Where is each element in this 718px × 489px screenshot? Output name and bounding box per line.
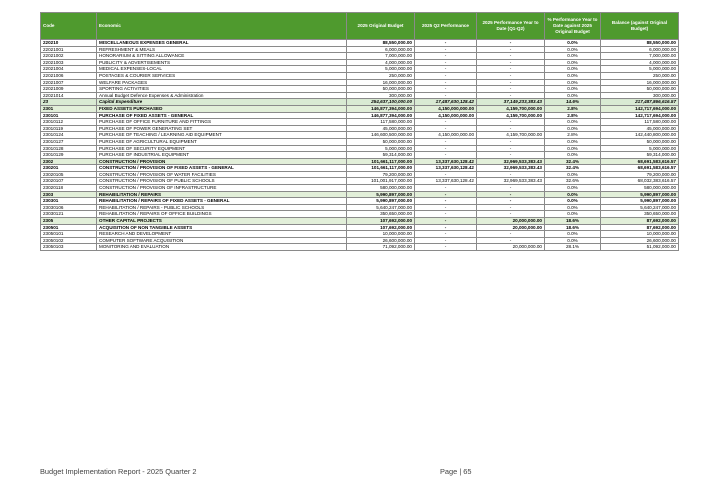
cell-performance-ytd: -: [477, 119, 545, 126]
cell-percent: 0.0%: [545, 59, 601, 66]
cell-percent: 18.6%: [545, 224, 601, 231]
table-row: [41, 99, 679, 106]
cell-performance-ytd: 4,159,700,000.00: [477, 112, 545, 119]
cell-original-budget: 50,000,000.00: [347, 138, 415, 145]
cell-q2-performance: -: [415, 152, 477, 159]
cell-balance: 16,000,000.00: [601, 79, 679, 86]
table-row: [41, 178, 679, 185]
cell-percent: 0.0%: [545, 125, 601, 132]
table-header-row: [41, 13, 679, 40]
cell-percent: 0.0%: [545, 185, 601, 192]
cell-q2-performance: -: [415, 46, 477, 53]
table-row: [41, 92, 679, 99]
cell-balance: 5,640,247,000.00: [601, 204, 679, 211]
cell-balance: 7,000,000.00: [601, 53, 679, 60]
cell-economic: OTHER CAPITAL PROJECTS: [97, 218, 347, 225]
cell-code: 22021014: [41, 92, 97, 99]
cell-percent: 0.0%: [545, 191, 601, 198]
cell-code: 23010124: [41, 132, 97, 139]
cell-balance: 5,990,897,000.00: [601, 198, 679, 205]
cell-original-budget: 5,000,000.00: [347, 145, 415, 152]
cell-q2-performance: -: [415, 185, 477, 192]
cell-performance-ytd: 20,000,000.00: [477, 244, 545, 251]
cell-economic: CONSTRUCTION / PROVISION OF PUBLIC SCHOOLS: [97, 178, 347, 185]
table-row: [41, 244, 679, 251]
cell-code: 22021002: [41, 53, 97, 60]
cell-q2-performance: -: [415, 92, 477, 99]
table-row: [41, 198, 679, 205]
cell-q2-performance: -: [415, 138, 477, 145]
cell-q2-performance: -: [415, 125, 477, 132]
table-body: [41, 40, 679, 251]
cell-performance-ytd: -: [477, 59, 545, 66]
cell-q2-performance: -: [415, 119, 477, 126]
cell-economic: CONSTRUCTION / PROVISION: [97, 158, 347, 165]
cell-percent: 0.0%: [545, 92, 601, 99]
cell-economic: CONSTRUCTION / PROVISION OF WATER FACILITIES: [97, 171, 347, 178]
cell-percent: 0.0%: [545, 204, 601, 211]
cell-original-budget: 88,550,000.00: [347, 40, 415, 47]
table-row: [41, 66, 679, 73]
cell-performance-ytd: -: [477, 72, 545, 79]
table-row: [41, 72, 679, 79]
cell-percent: 0.0%: [545, 79, 601, 86]
cell-economic: CONSTRUCTION / PROVISION OF FIXED ASSETS - GENERAL: [97, 165, 347, 172]
cell-q2-performance: -: [415, 191, 477, 198]
budget-table: [40, 12, 679, 251]
cell-original-budget: 6,000,000.00: [347, 46, 415, 53]
cell-q2-performance: 13,337,630,128.42: [415, 165, 477, 172]
cell-q2-performance: 4,150,000,000.00: [415, 112, 477, 119]
cell-q2-performance: -: [415, 244, 477, 251]
cell-balance: 87,692,000.00: [601, 224, 679, 231]
cell-original-budget: 71,092,000.00: [347, 244, 415, 251]
cell-code: 22021001: [41, 46, 97, 53]
cell-percent: 0.0%: [545, 66, 601, 73]
cell-q2-performance: 4,150,000,000.00: [415, 105, 477, 112]
cell-balance: 51,092,000.00: [601, 244, 679, 251]
cell-original-budget: 26,600,000.00: [347, 237, 415, 244]
cell-code: 22021004: [41, 66, 97, 73]
cell-percent: 0.0%: [545, 237, 601, 244]
cell-original-budget: 300,000.00: [347, 92, 415, 99]
cell-balance: 142,717,694,000.00: [601, 112, 679, 119]
cell-percent: 0.0%: [545, 171, 601, 178]
cell-balance: 580,000,000.00: [601, 185, 679, 192]
cell-original-budget: 79,200,000.00: [347, 171, 415, 178]
cell-performance-ytd: 32,969,533,383.43: [477, 178, 545, 185]
cell-percent: 0.0%: [545, 119, 601, 126]
cell-economic: PUBLICITY & ADVERTISEMENTS: [97, 59, 347, 66]
cell-economic: PURCHASE OF INDUSTRIAL EQUIPMENT: [97, 152, 347, 159]
table-row: [41, 185, 679, 192]
cell-balance: 50,000,000.00: [601, 86, 679, 93]
cell-economic: PURCHASE OF POWER GENERATING SET: [97, 125, 347, 132]
cell-economic: WELFARE PACKAGES: [97, 79, 347, 86]
table-row: [41, 158, 679, 165]
table-row: [41, 112, 679, 119]
cell-code: 2303: [41, 191, 97, 198]
cell-code: 22021009: [41, 86, 97, 93]
cell-balance: 5,000,000.00: [601, 145, 679, 152]
cell-original-budget: 5,000,000.00: [347, 66, 415, 73]
table-row: [41, 204, 679, 211]
cell-code: 23030106: [41, 204, 97, 211]
cell-q2-performance: -: [415, 171, 477, 178]
cell-performance-ytd: -: [477, 46, 545, 53]
cell-code: 230301: [41, 198, 97, 205]
cell-percent: 14.6%: [545, 99, 601, 106]
cell-percent: 0.0%: [545, 145, 601, 152]
cell-original-budget: 107,692,000.00: [347, 218, 415, 225]
header-percent-performance: % Performance Year to Date against 2025 Original Budget: [545, 13, 601, 40]
cell-balance: 4,000,000.00: [601, 59, 679, 66]
cell-code: 23010119: [41, 125, 97, 132]
cell-percent: 0.0%: [545, 86, 601, 93]
cell-q2-performance: -: [415, 224, 477, 231]
cell-percent: 32.6%: [545, 178, 601, 185]
footer-page-number: Page | 65: [440, 467, 472, 476]
cell-percent: 32.4%: [545, 165, 601, 172]
cell-q2-performance: -: [415, 72, 477, 79]
cell-balance: 6,000,000.00: [601, 46, 679, 53]
cell-code: 23: [41, 99, 97, 106]
cell-original-budget: 50,000,000.00: [347, 86, 415, 93]
cell-code: 220210: [41, 40, 97, 47]
cell-percent: 2.8%: [545, 105, 601, 112]
cell-economic: MONITORING AND EVALUATION: [97, 244, 347, 251]
cell-q2-performance: -: [415, 231, 477, 238]
cell-performance-ytd: -: [477, 92, 545, 99]
cell-economic: MEDICAL EXPENSES-LOCAL: [97, 66, 347, 73]
cell-economic: HONORARIUM & SITTING ALLOWANCE: [97, 53, 347, 60]
cell-percent: 0.0%: [545, 46, 601, 53]
cell-original-budget: 250,000.00: [347, 72, 415, 79]
table-row: [41, 125, 679, 132]
cell-economic: MISCELLANEOUS EXPENSES GENERAL: [97, 40, 347, 47]
cell-balance: 217,487,866,616.57: [601, 99, 679, 106]
cell-balance: 300,000.00: [601, 92, 679, 99]
cell-balance: 5,990,897,000.00: [601, 191, 679, 198]
cell-code: 2301: [41, 105, 97, 112]
cell-economic: REHABILITATION / REPAIRS OF OFFICE BUILDINGS: [97, 211, 347, 218]
cell-performance-ytd: 4,159,700,000.00: [477, 132, 545, 139]
table-row: [41, 119, 679, 126]
cell-code: 23010127: [41, 138, 97, 145]
cell-q2-performance: -: [415, 198, 477, 205]
cell-code: 23010129: [41, 152, 97, 159]
table-row: [41, 40, 679, 47]
cell-economic: RESEARCH AND DEVELOPMENT: [97, 231, 347, 238]
cell-original-budget: 146,600,500,000.00: [347, 132, 415, 139]
cell-performance-ytd: 20,000,000.00: [477, 224, 545, 231]
table-row: [41, 211, 679, 218]
cell-economic: FIXED ASSETS PURCHASED: [97, 105, 347, 112]
cell-performance-ytd: -: [477, 185, 545, 192]
cell-percent: 0.0%: [545, 40, 601, 47]
cell-performance-ytd: -: [477, 198, 545, 205]
cell-percent: 18.6%: [545, 218, 601, 225]
cell-code: 23020107: [41, 178, 97, 185]
cell-balance: 5,000,000.00: [601, 66, 679, 73]
cell-economic: PURCHASE OF OFFICE FURNITURE AND FITTINGS: [97, 119, 347, 126]
header-economic: Economic: [97, 13, 347, 40]
cell-percent: 0.0%: [545, 72, 601, 79]
cell-economic: Capital Expenditure: [97, 99, 347, 106]
cell-code: 230501: [41, 224, 97, 231]
cell-performance-ytd: -: [477, 171, 545, 178]
cell-q2-performance: -: [415, 53, 477, 60]
cell-original-budget: 580,000,000.00: [347, 185, 415, 192]
cell-performance-ytd: 32,969,533,383.43: [477, 165, 545, 172]
cell-percent: 2.8%: [545, 112, 601, 119]
cell-performance-ytd: -: [477, 204, 545, 211]
cell-q2-performance: -: [415, 66, 477, 73]
cell-original-budget: 7,000,000.00: [347, 53, 415, 60]
cell-q2-performance: -: [415, 79, 477, 86]
cell-economic: PURCHASE OF SECURITY EQUIPMENT: [97, 145, 347, 152]
table-row: [41, 224, 679, 231]
cell-original-budget: 10,000,000.00: [347, 231, 415, 238]
cell-performance-ytd: -: [477, 125, 545, 132]
cell-percent: 0.0%: [545, 152, 601, 159]
cell-economic: POSTAGES & COURIER SERVICES: [97, 72, 347, 79]
cell-q2-performance: 13,337,630,128.42: [415, 158, 477, 165]
footer-report-title: Budget Implementation Report - 2025 Quarter 2: [40, 467, 197, 476]
cell-original-budget: 5,640,247,000.00: [347, 204, 415, 211]
table-row: [41, 53, 679, 60]
cell-original-budget: 59,314,000.00: [347, 152, 415, 159]
cell-performance-ytd: -: [477, 66, 545, 73]
cell-q2-performance: -: [415, 204, 477, 211]
cell-code: 230101: [41, 112, 97, 119]
cell-performance-ytd: -: [477, 152, 545, 159]
cell-original-budget: 16,000,000.00: [347, 79, 415, 86]
cell-performance-ytd: -: [477, 86, 545, 93]
table-row: [41, 105, 679, 112]
cell-economic: PURCHASE OF TEACHING / LEARNING AID EQUIPMENT: [97, 132, 347, 139]
cell-economic: PURCHASE OF FIXED ASSETS - GENERAL: [97, 112, 347, 119]
cell-balance: 45,000,000.00: [601, 125, 679, 132]
cell-economic: SPORTING ACTIVITIES: [97, 86, 347, 93]
cell-performance-ytd: -: [477, 231, 545, 238]
table-row: [41, 231, 679, 238]
cell-balance: 117,580,000.00: [601, 119, 679, 126]
cell-code: 23020105: [41, 171, 97, 178]
cell-balance: 68,691,583,616.57: [601, 158, 679, 165]
cell-performance-ytd: 32,969,533,383.43: [477, 158, 545, 165]
cell-balance: 79,200,000.00: [601, 171, 679, 178]
cell-code: 23050101: [41, 231, 97, 238]
table-row: [41, 152, 679, 159]
cell-percent: 0.0%: [545, 138, 601, 145]
cell-performance-ytd: -: [477, 40, 545, 47]
cell-performance-ytd: 37,149,233,383.43: [477, 99, 545, 106]
cell-original-budget: 350,650,000.00: [347, 211, 415, 218]
cell-q2-performance: -: [415, 218, 477, 225]
cell-performance-ytd: -: [477, 138, 545, 145]
cell-q2-performance: -: [415, 59, 477, 66]
cell-original-budget: 5,990,897,000.00: [347, 191, 415, 198]
cell-performance-ytd: -: [477, 237, 545, 244]
cell-economic: PURCHASE OF AGRICULTURAL EQUIPMENT: [97, 138, 347, 145]
cell-balance: 250,000.00: [601, 72, 679, 79]
cell-q2-performance: -: [415, 145, 477, 152]
table-row: [41, 171, 679, 178]
cell-balance: 26,600,000.00: [601, 237, 679, 244]
cell-economic: REHABILITATION / REPAIRS - PUBLIC SCHOOLS: [97, 204, 347, 211]
cell-balance: 87,692,000.00: [601, 218, 679, 225]
cell-original-budget: 107,692,000.00: [347, 224, 415, 231]
cell-code: 23050102: [41, 237, 97, 244]
table-row: [41, 191, 679, 198]
cell-balance: 59,314,000.00: [601, 152, 679, 159]
cell-balance: 142,440,800,000.00: [601, 132, 679, 139]
table-row: [41, 138, 679, 145]
cell-q2-performance: -: [415, 237, 477, 244]
cell-percent: 28.1%: [545, 244, 601, 251]
cell-original-budget: 4,000,000.00: [347, 59, 415, 66]
cell-code: 2302: [41, 158, 97, 165]
cell-performance-ytd: -: [477, 211, 545, 218]
table-row: [41, 218, 679, 225]
cell-balance: 50,000,000.00: [601, 138, 679, 145]
header-q2-performance: 2025 Q2 Performance: [415, 13, 477, 40]
table-row: [41, 132, 679, 139]
table-row: [41, 59, 679, 66]
cell-code: 23050103: [41, 244, 97, 251]
cell-economic: Annual Budget Defence Expenses & Administration: [97, 92, 347, 99]
cell-code: 23020118: [41, 185, 97, 192]
cell-performance-ytd: -: [477, 191, 545, 198]
cell-q2-performance: 17,487,630,128.42: [415, 99, 477, 106]
cell-balance: 68,691,583,616.57: [601, 165, 679, 172]
header-performance-ytd: 2025 Performance Year to Date (Q1-Q2): [477, 13, 545, 40]
cell-performance-ytd: -: [477, 145, 545, 152]
cell-code: 2305: [41, 218, 97, 225]
cell-q2-performance: 4,150,000,000.00: [415, 132, 477, 139]
header-code: Code: [41, 13, 97, 40]
cell-percent: 0.0%: [545, 198, 601, 205]
cell-economic: ACQUISITION OF NON TANGIBLE ASSETS: [97, 224, 347, 231]
cell-original-budget: 45,000,000.00: [347, 125, 415, 132]
cell-code: 23010128: [41, 145, 97, 152]
cell-economic: COMPUTER SOFTWARE ACQUISITION: [97, 237, 347, 244]
cell-percent: 0.0%: [545, 53, 601, 60]
table-row: [41, 165, 679, 172]
cell-balance: 88,550,000.00: [601, 40, 679, 47]
header-balance: Balance (against Original Budget): [601, 13, 679, 40]
cell-code: 23010112: [41, 119, 97, 126]
cell-performance-ytd: 4,159,700,000.00: [477, 105, 545, 112]
cell-original-budget: 101,001,917,000.00: [347, 178, 415, 185]
cell-original-budget: 101,661,117,000.00: [347, 165, 415, 172]
cell-economic: REHABILITATION / REPAIRS: [97, 191, 347, 198]
cell-q2-performance: -: [415, 211, 477, 218]
table-row: [41, 86, 679, 93]
cell-percent: 32.4%: [545, 158, 601, 165]
table-row: [41, 237, 679, 244]
cell-q2-performance: -: [415, 40, 477, 47]
cell-original-budget: 254,637,100,000.00: [347, 99, 415, 106]
cell-balance: 68,032,383,616.57: [601, 178, 679, 185]
table-row: [41, 79, 679, 86]
cell-code: 22021003: [41, 59, 97, 66]
cell-percent: 2.8%: [545, 132, 601, 139]
cell-percent: 0.0%: [545, 211, 601, 218]
cell-balance: 142,717,694,000.00: [601, 105, 679, 112]
cell-code: 230201: [41, 165, 97, 172]
table-row: [41, 46, 679, 53]
cell-balance: 350,650,000.00: [601, 211, 679, 218]
cell-original-budget: 101,661,117,000.00: [347, 158, 415, 165]
cell-balance: 10,000,000.00: [601, 231, 679, 238]
cell-original-budget: 146,877,394,000.00: [347, 112, 415, 119]
header-original-budget: 2025 Original Budget: [347, 13, 415, 40]
cell-code: 23030121: [41, 211, 97, 218]
cell-performance-ytd: 20,000,000.00: [477, 218, 545, 225]
cell-performance-ytd: -: [477, 79, 545, 86]
cell-economic: REHABILITATION / REPAIRS OF FIXED ASSETS - GENERAL: [97, 198, 347, 205]
cell-q2-performance: -: [415, 86, 477, 93]
cell-code: 22021006: [41, 72, 97, 79]
cell-q2-performance: 13,337,630,128.42: [415, 178, 477, 185]
table-row: [41, 145, 679, 152]
cell-percent: 0.0%: [545, 231, 601, 238]
cell-performance-ytd: -: [477, 53, 545, 60]
cell-original-budget: 5,990,897,000.00: [347, 198, 415, 205]
cell-economic: REFRESHMENT & MEALS: [97, 46, 347, 53]
cell-original-budget: 146,877,394,000.00: [347, 105, 415, 112]
cell-original-budget: 117,580,000.00: [347, 119, 415, 126]
cell-economic: CONSTRUCTION / PROVISION OF INFRASTRUCTURE: [97, 185, 347, 192]
cell-code: 22021007: [41, 79, 97, 86]
